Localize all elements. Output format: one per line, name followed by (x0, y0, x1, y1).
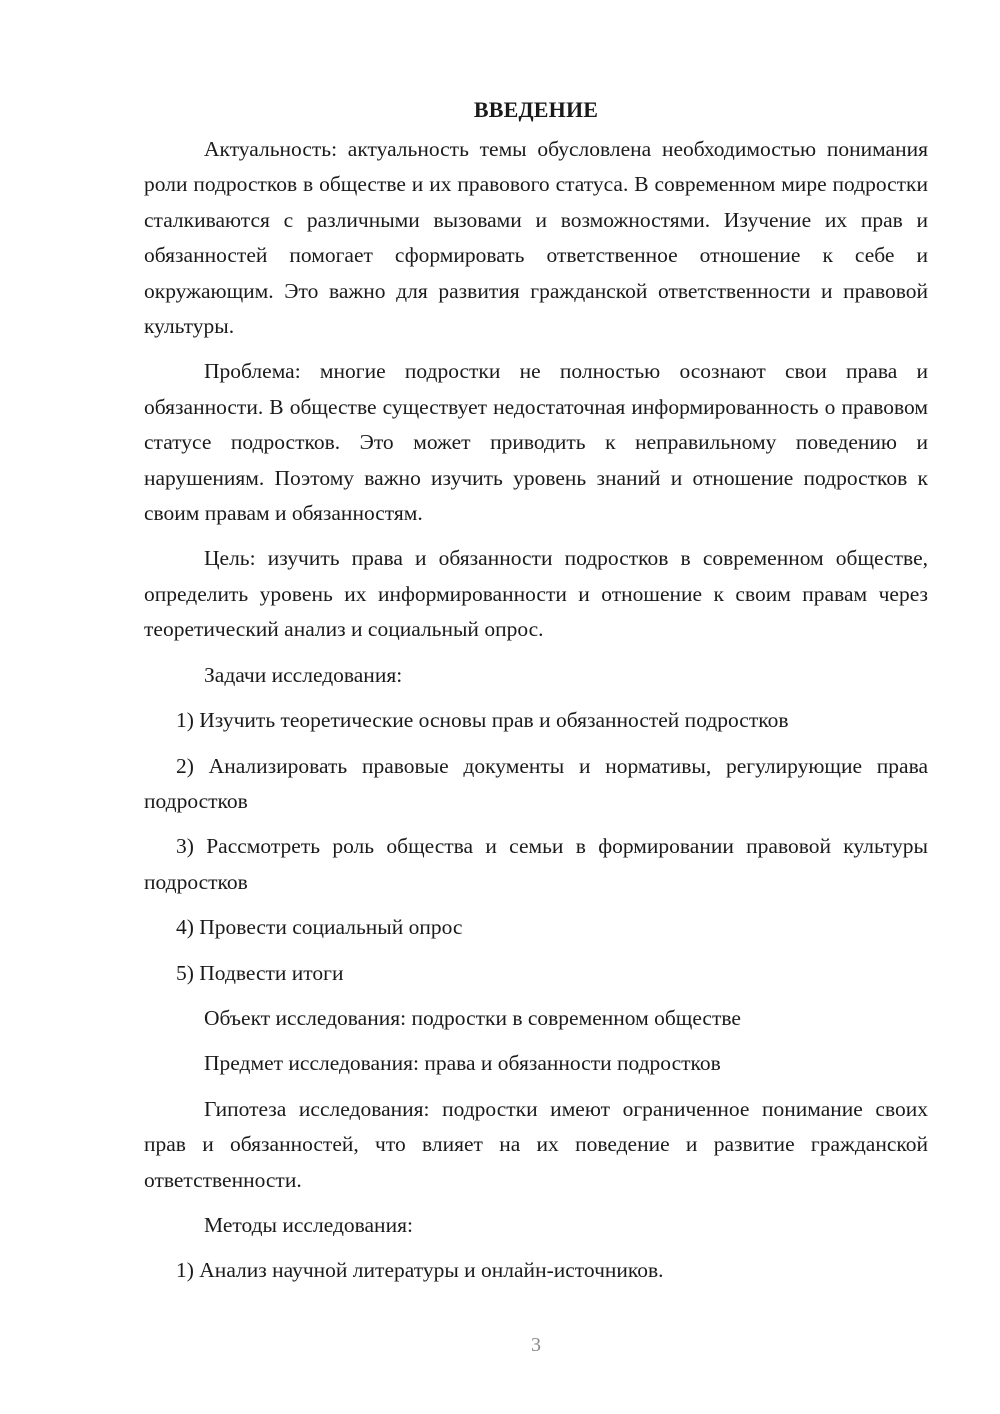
method-item: 1) Анализ научной литературы и онлайн-источников. (176, 1258, 664, 1283)
methods-heading: Методы исследования: (204, 1212, 413, 1237)
subject-paragraph: Предмет исследования: права и обязанности подростков (204, 1051, 721, 1076)
object-paragraph: Объект исследования: подростки в современном обществе (204, 1005, 741, 1030)
page-number: 3 (531, 1334, 541, 1356)
task-item: 4) Провести социальный опрос (176, 915, 463, 940)
task-item: 3) Рассмотреть роль общества и семьи в формировании правовой культуры подростков (144, 834, 928, 894)
task-item: 5) Подвести итоги (176, 960, 344, 985)
problem-paragraph: Проблема: многие подростки не полностью осознают свои права и обязанности. В обществе существует недостаточная информированность о правовом статусе подростков. Это может приводить к неправильному поведению и нарушениям. Поэтому важно изучить уровень знаний и отношение подростков к своим правам и обязанностям. (144, 359, 928, 526)
tasks-heading: Задачи исследования: (204, 662, 403, 687)
goal-paragraph: Цель: изучить права и обязанности подростков в современном обществе, определить уровень их информированности и отношение к своим правам через теоретический анализ и социальный опрос. (144, 546, 928, 642)
relevance-paragraph: Актуальность: актуальность темы обусловлена необходимостью понимания роли подростков в обществе и их правового статуса. В современном мире подростки сталкиваются с различными вызовами и возможностями. Изучение их прав и обязанностей помогает сформировать ответственное отношение к себе и окружающим. Это важно для развития гражданской ответственности и правовой культуры. (144, 137, 928, 339)
document-page (144, 88, 928, 1299)
task-item: 1) Изучить теоретические основы прав и обязанностей подростков (176, 708, 789, 733)
task-item: 2) Анализировать правовые документы и нормативы, регулирующие права подростков (144, 753, 928, 813)
page-title: ВВЕДЕНИЕ (473, 97, 599, 122)
hypothesis-paragraph: Гипотеза исследования: подростки имеют ограниченное понимание своих прав и обязанностей, что влияет на их поведение и развитие гражданской ответственности. (144, 1096, 928, 1192)
